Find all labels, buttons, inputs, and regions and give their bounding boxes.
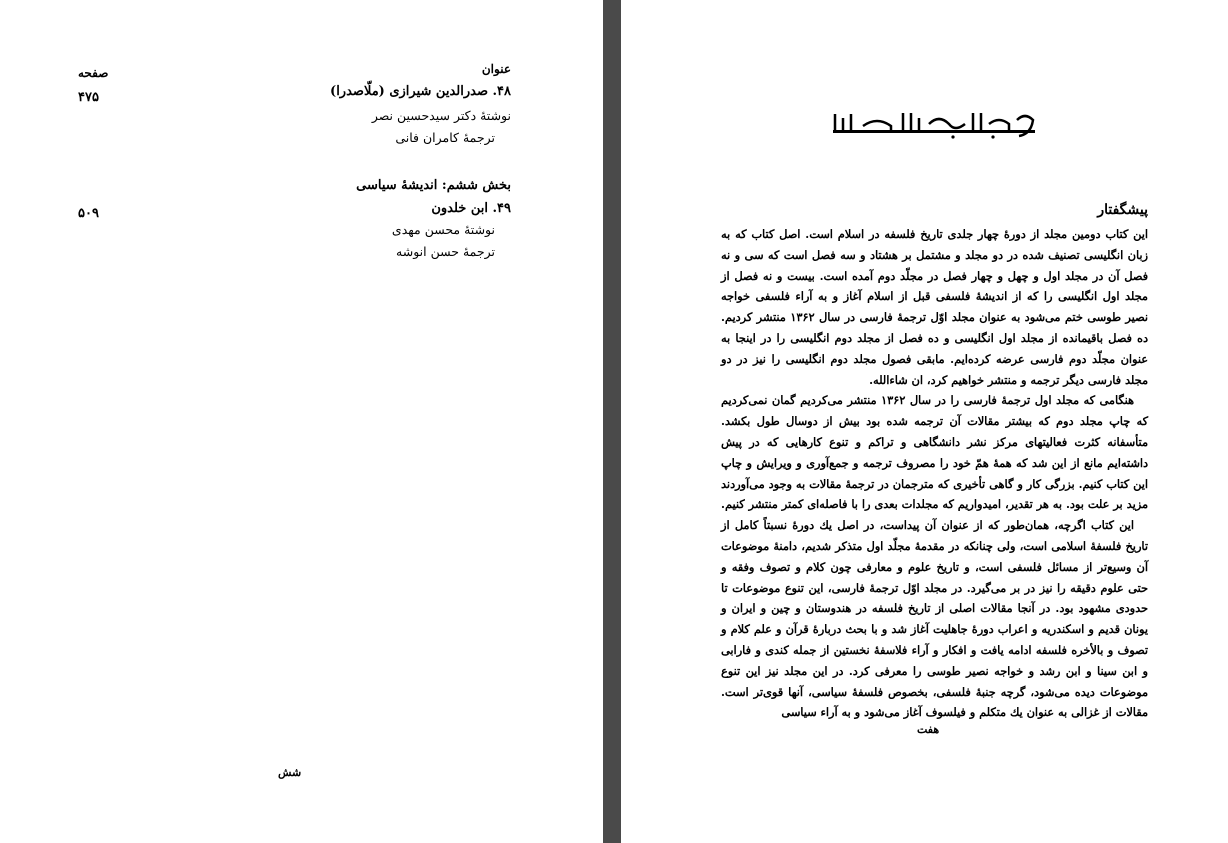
toc-title-header: عنوان bbox=[481, 62, 511, 76]
page-number: هفت bbox=[917, 723, 940, 736]
toc-entry-title: ۴۹. ابن خلدون bbox=[431, 201, 511, 216]
toc-entry-translator: ترجمهٔ کامران فانی bbox=[395, 130, 495, 145]
preface-body bbox=[721, 224, 1148, 723]
left-page bbox=[0, 0, 603, 843]
toc-entry-author: نوشتهٔ دکتر سیدحسین نصر bbox=[371, 108, 511, 123]
toc-entry-title: ۴۸. صدرالدین شیرازی (ملّاصدرا) bbox=[330, 84, 511, 99]
toc-entry-translator: ترجمهٔ حسن انوشه bbox=[396, 244, 495, 259]
toc-entry-author: نوشتهٔ محسن مهدی bbox=[391, 222, 495, 237]
preface-paragraph: هنگامی که مجلد اول ترجمهٔ فارسی را در سال ۱۳۶۲ منتشر می‌کردیم گمان نمی‌کردیم که چاپ مجلد دوم که بیشتر مقالات آن ترجمه شده بود بیش از دوسال طول بکشد. متأسفانه کثرت فعالیتهای مرکز نشر دانشگاهی و تراکم و تنوع کارهایی که در پیش داشته‌ایم مانع از این شد که همهٔ همّ خود را مصروف ترجمه و جمع‌آوری و ویرایش و چاپ این کتاب کنیم. بزرگی کار و گاهی تأخیری که مترجمان در ترجمهٔ مقالات به وجود می‌آوردند مزید بر علت بود. به هر تقدیر، امیدواریم که مجلدات بعدی را با فاصله‌ای کمتر منتشر کنیم. bbox=[721, 393, 1148, 512]
preface-title: پیشگفتار bbox=[1097, 202, 1148, 218]
preface-paragraph: این کتاب اگرچه، همان‌طور که از عنوان آن پیداست، در اصل یك دورهٔ نسبتاً کامل از تاریخ فلسفهٔ اسلامی است، ولی چنانکه در مقدمهٔ مجلّد اول متذکر شدیم، دامنهٔ موضوعات آن وسیع‌تر از مسائل فلسفی است، و تاریخ علوم و معارفی چون کلام و تصوف وفقه و حتی علوم دقیقه را نیز در بر می‌گیرد. در مجلد اوّل ترجمهٔ فارسی، این تنوع موضوعات تا حدودی مشهود بود. در آنجا مقالات اصلی از تاریخ فلسفه در هندوستان و چین و ایران و یونان قدیم و اسکندریه و اعراب دورهٔ جاهلیت آغاز شد و با بحث دربارهٔ قرآن و علم کلام و تصوف و بالأخره فلسفه ادامه یافت و افکار و آراء فلاسفهٔ نخستین از جمله کندی و فارابی و ابن سینا و ابن رشد و خواجه نصیر طوسی را معرفی کرد. در این مجلد نیز این تنوع موضوعات دیده می‌شود، گرچه جنبهٔ فلسفی، بخصوص فلسفهٔ سیاسی، آنها قوی‌تر است. مقالات از غزالی به عنوان یك متکلم و فیلسوف آغاز می‌شود و به آراء سیاسی bbox=[721, 518, 1148, 720]
right-page bbox=[621, 0, 1228, 843]
book-spine-gutter bbox=[603, 0, 621, 843]
toc-section-heading: بخش ششم: اندیشهٔ سیاسی bbox=[356, 178, 511, 193]
toc-entry-page: ۵۰۹ bbox=[78, 206, 99, 221]
toc-entry-page: ۴۷۵ bbox=[78, 90, 99, 105]
toc-page-header: صفحه bbox=[78, 66, 109, 80]
preface-paragraph: این کتاب دومین مجلد از دورهٔ چهار جلدی تاریخ فلسفه در اسلام است. اصل کتاب که به زبان انگلیسی تصنیف شده در دو مجلد و مشتمل بر هشتاد و سه فصل است که سی و نه فصل آن در مجلد اول و چهل و چهار فصل در مجلّد دوم آمده است. بیست و نه فصل از مجلد اول انگلیسی را که از اندیشهٔ فلسفی قبل از اسلام آغاز و به آراء فلسفی خواجه نصیر طوسی ختم می‌شود به عنوان مجلد اوّل ترجمهٔ فارسی در سال ۱۳۶۲ منتشر کردیم. ده فصل باقیمانده از مجلد اول انگلیسی و ده فصل از مجلد دوم انگلیسی را در اینجا به عنوان مجلّد دوم فارسی عرضه کرده‌ایم. مابقی فصول مجلد دوم انگلیسی را نیز در دو مجلد فارسی دیگر ترجمه و منتشر خواهیم کرد، ان شاءالله. bbox=[721, 227, 1148, 387]
page-number: شش bbox=[278, 766, 302, 779]
basmala-calligraphy bbox=[833, 110, 1035, 140]
